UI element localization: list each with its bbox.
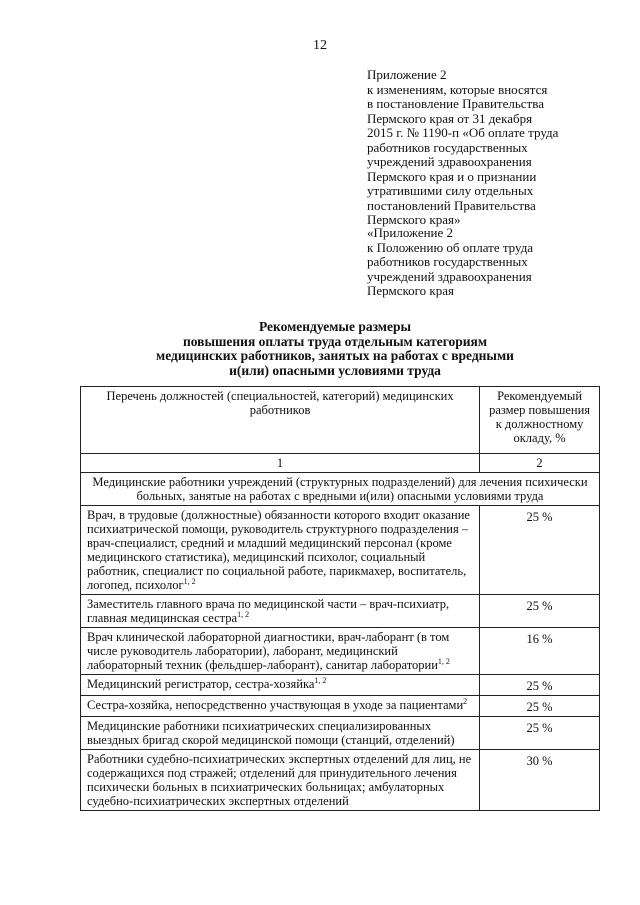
row-position-text: Заместитель главного врача по медицинской части – врач-психиатр, главная медицинская сестра — [87, 597, 450, 625]
footnote-ref: 1, 2 — [314, 676, 327, 685]
footnote-ref: 2 — [463, 697, 468, 706]
section-heading: Медицинские работники учреждений (структурных подразделений) для лечения психически больных, занятые на работах с вредными и(или) опасными условиями труда — [81, 473, 600, 506]
row-position — [81, 717, 480, 750]
page-number: 12 — [313, 38, 327, 53]
row-rate: 25 % — [480, 506, 600, 595]
row-position — [81, 696, 480, 717]
appendix-change-line: Пермского края и о признании — [367, 168, 537, 184]
column-number-2: 2 — [480, 454, 600, 473]
row-position — [81, 675, 480, 696]
appendix-change-line: Пермского края» — [367, 212, 461, 227]
table-row — [81, 628, 600, 675]
title-line: и(или) опасными условиями труда — [229, 362, 441, 378]
appendix-change-line: в постановление Правительства — [367, 96, 544, 111]
footnote-ref: 1, 2 — [437, 657, 450, 666]
table-row — [81, 750, 600, 811]
appendix-change-line: 2015 г. № 1190-п «Об оплате труда — [367, 125, 559, 140]
column-number-1: 1 — [81, 454, 480, 473]
document-title — [80, 320, 590, 378]
header-positions: Перечень должностей (специальностей, категорий) медицинских работников — [81, 387, 480, 454]
appendix-change-line: утратившими силу отдельных — [367, 183, 534, 198]
appendix-regulation-line: Пермского края — [367, 283, 454, 298]
row-rate: 25 % — [480, 696, 600, 717]
row-position-text: Сестра-хозяйка, непосредственно участвующая в уходе за пациентами — [87, 698, 464, 712]
footnote-ref: 1, 2 — [183, 577, 196, 586]
appendix-change-line: работников государственных — [367, 139, 528, 155]
row-position-text: Работники судебно-психиатрических экспертных отделений для лиц, не содержащихся под стражей; отделений для принудительного лечения психически больных в психиатрических больницах; амбулаторных судебно-психиатрических экспертных отделений — [87, 752, 472, 808]
appendix-change-line: постановлений Правительства — [367, 197, 536, 213]
appendix-regulation-line: к Положению об оплате труда — [367, 239, 534, 255]
title-line: медицинских работников, занятых на работах с вредными — [156, 348, 514, 363]
appendix-regulation-block — [367, 226, 617, 299]
appendix-change-line: учреждений здравоохранения — [367, 154, 532, 169]
row-rate: 30 % — [480, 750, 600, 811]
column-number-row — [81, 454, 600, 473]
table-row — [81, 595, 600, 628]
title-line: повышения оплаты труда отдельным категориям — [182, 333, 488, 349]
row-rate: 25 % — [480, 717, 600, 750]
row-position — [81, 595, 480, 628]
title-line: Рекомендуемые размеры — [258, 319, 412, 334]
appendix-regulation-line: «Приложение 2 — [367, 225, 454, 240]
section-heading-row — [81, 473, 600, 506]
row-position-text: Медицинский регистратор, сестра-хозяйка — [87, 677, 315, 691]
table-row — [81, 506, 600, 595]
appendix-regulation-line: работников государственных — [367, 254, 528, 269]
table-row — [81, 696, 600, 717]
table-row — [81, 717, 600, 750]
rates-table — [80, 386, 600, 811]
footnote-ref: 1, 2 — [237, 610, 250, 619]
row-rate: 16 % — [480, 628, 600, 675]
table-header-row — [81, 387, 600, 454]
row-position — [81, 506, 480, 595]
row-position — [81, 750, 480, 811]
appendix-change-line: Приложение 2 — [367, 67, 447, 82]
row-position-text: Врач, в трудовые (должностные) обязанности которого входит оказание психиатрической помощи, руководитель структурного подразделения – врач-специалист, средний и младший медицинский персонал (кроме медицинского статистика), медицинский психолог, социальный работник, специалист по социальной работе, парикмахер, воспитатель, логопед, психолог — [87, 508, 470, 592]
row-rate: 25 % — [480, 595, 600, 628]
row-position-text: Медицинские работники психиатрических специализированных выездных бригад скорой медицинской помощи (станций, отделений) — [87, 719, 455, 747]
appendix-change-block — [367, 68, 617, 228]
row-position — [81, 628, 480, 675]
row-rate: 25 % — [480, 675, 600, 696]
header-rate: Рекомендуемый размер повышения к должностному окладу, % — [480, 387, 600, 454]
table-row — [81, 675, 600, 696]
appendix-change-line: к изменениям, которые вносятся — [367, 81, 548, 97]
row-position-text: Врач клинической лабораторной диагностики, врач-лаборант (в том числе руководитель лаборатории), лаборант, медицинский лабораторный техник (фельдшер-лаборант), санитар лаборатории — [87, 630, 450, 672]
appendix-regulation-line: учреждений здравоохранения — [367, 268, 532, 284]
appendix-change-line: Пермского края от 31 декабря — [367, 110, 533, 126]
